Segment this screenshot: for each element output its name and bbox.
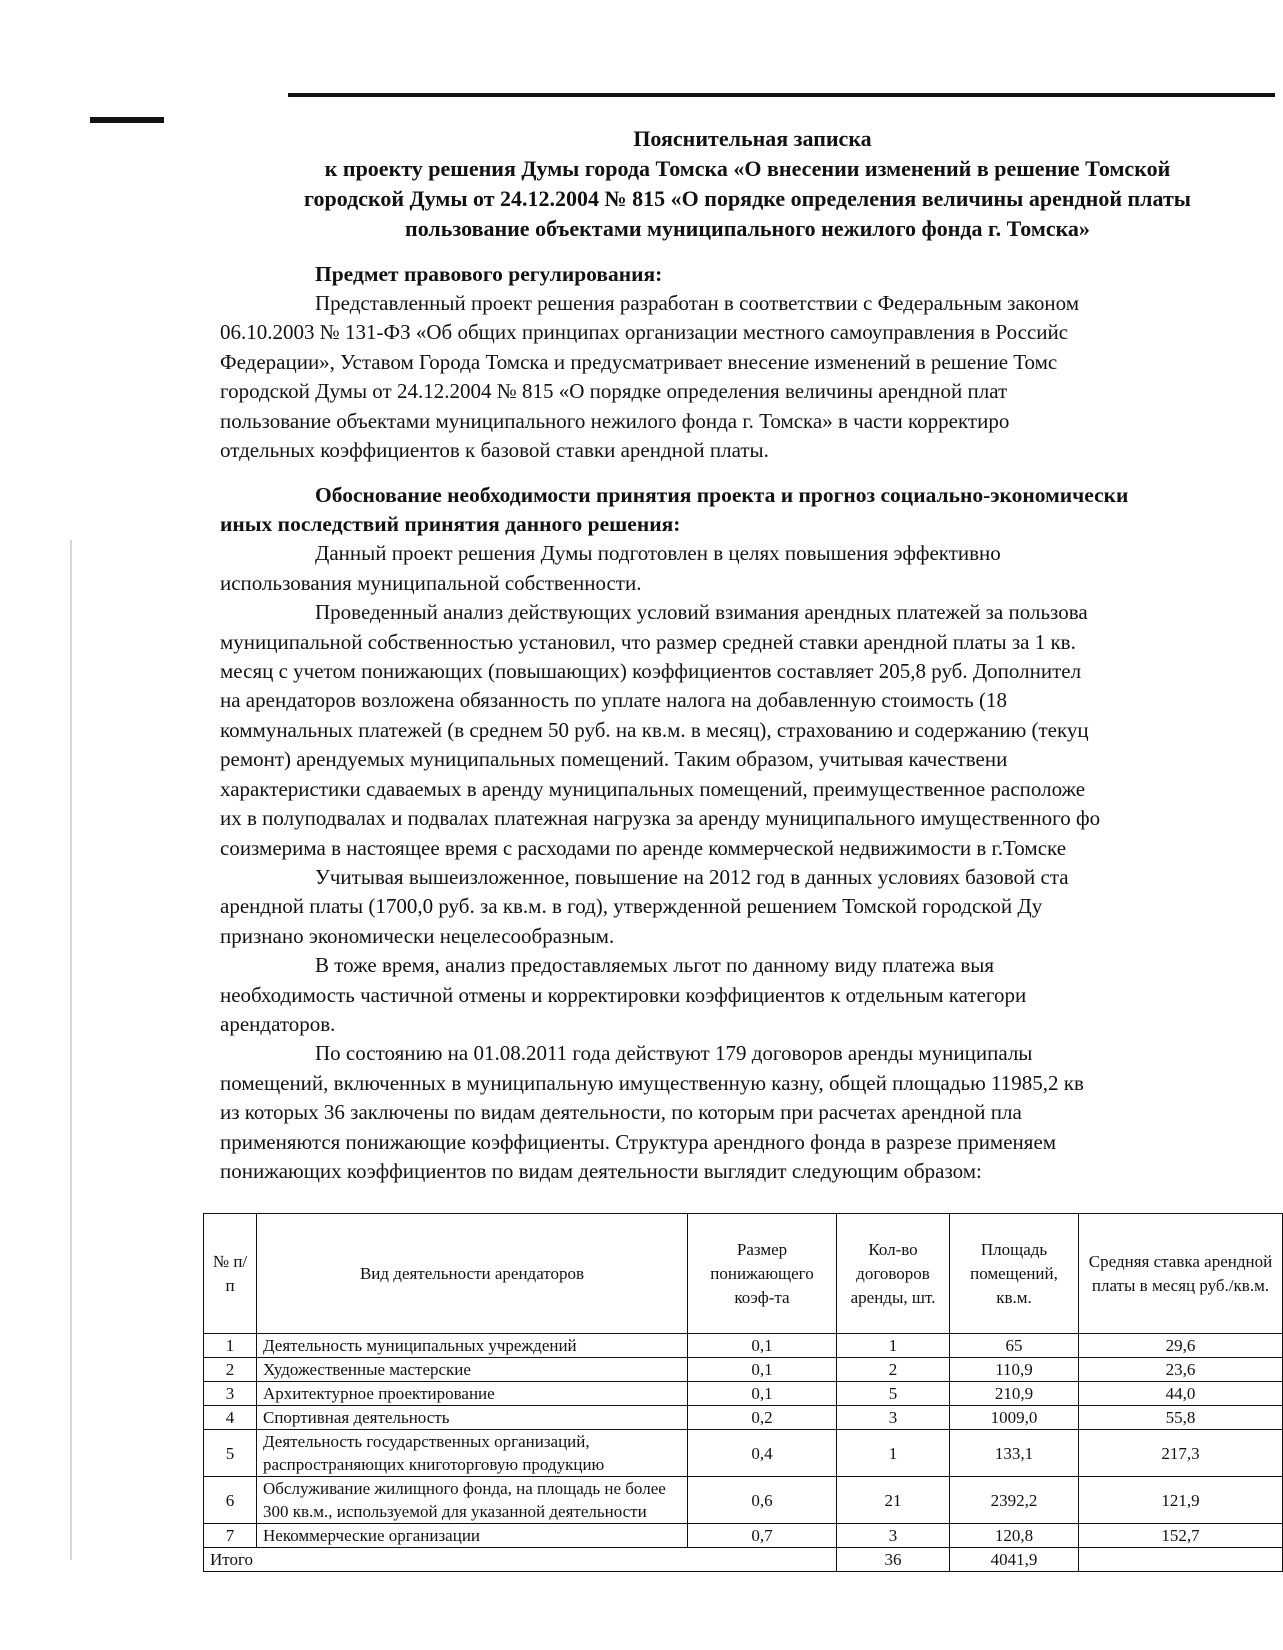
cell-area: 133,1 <box>950 1430 1079 1477</box>
cell-num: 6 <box>204 1477 257 1524</box>
cell-rate: 29,6 <box>1079 1334 1283 1358</box>
text-line: 06.10.2003 № 131-ФЗ «Об общих принципах организации местного самоуправления в Российс <box>220 320 1069 345</box>
table-row <box>204 1406 1283 1430</box>
cell-area: 2392,2 <box>950 1477 1079 1524</box>
text-line: арендной платы (1700,0 руб. за кв.м. в год), утвержденной решением Томской городской Ду <box>220 894 1043 919</box>
title-line: городской Думы от 24.12.2004 № 815 «О порядке определения величины арендной платы <box>304 186 1191 211</box>
col-header-count: Кол-во договоров аренды, шт. <box>837 1214 950 1334</box>
cell-area: 110,9 <box>950 1358 1079 1382</box>
cell-coef: 0,7 <box>688 1524 837 1548</box>
text-line: понижающих коэффициентов по видам деятельности выглядит следующим образом: <box>220 1158 982 1183</box>
total-area: 4041,9 <box>950 1548 1079 1572</box>
scan-left-edge <box>70 540 72 1560</box>
text-line: городской Думы от 24.12.2004 № 815 «О порядке определения величины арендной плат <box>220 379 1008 404</box>
text-line: В тоже время, анализ предоставляемых льгот по данному виду платежа выя <box>315 953 995 978</box>
text-line: отдельных коэффициентов к базовой ставки арендной платы. <box>220 438 769 463</box>
cell-num: 4 <box>204 1406 257 1430</box>
cell-area: 120,8 <box>950 1524 1079 1548</box>
text-line: использования муниципальной собственности. <box>220 570 642 595</box>
cell-area: 210,9 <box>950 1382 1079 1406</box>
text-line: Учитывая вышеизложенное, повышение на 2012 год в данных условиях базовой ста <box>315 864 1069 889</box>
text-line: признано экономически нецелесообразным. <box>220 923 615 948</box>
col-header-area: Площадь помещений, кв.м. <box>950 1214 1079 1334</box>
cell-count: 21 <box>837 1477 950 1524</box>
scan-margin-mark <box>90 117 164 123</box>
table-total-row <box>204 1548 1283 1572</box>
cell-coef: 0,1 <box>688 1382 837 1406</box>
table-row <box>204 1477 1283 1524</box>
cell-num: 2 <box>204 1358 257 1382</box>
lease-table <box>203 1213 1283 1572</box>
cell-rate: 23,6 <box>1079 1358 1283 1382</box>
section-heading: Предмет правового регулирования: <box>315 262 663 286</box>
cell-rate: 44,0 <box>1079 1382 1283 1406</box>
section-heading: иных последствий принятия данного решения: <box>220 512 681 537</box>
total-label: Итого <box>204 1548 837 1572</box>
col-header-rate: Средняя ставка арендной платы в месяц руб./кв.м. <box>1079 1214 1283 1334</box>
cell-rate: 121,9 <box>1079 1477 1283 1524</box>
cell-area: 65 <box>950 1334 1079 1358</box>
text-line: из которых 36 заключены по видам деятельности, по которым при расчетах арендной пла <box>220 1100 1022 1125</box>
cell-activity: Некоммерческие организации <box>257 1524 688 1548</box>
section-heading: Обоснование необходимости принятия проекта и прогноз социально-экономически <box>315 483 1129 508</box>
document-page <box>210 124 1275 1650</box>
text-line: пользование объектами муниципального нежилого фонда г. Томска» в части корректиро <box>220 408 1010 433</box>
table-row <box>204 1430 1283 1477</box>
table-row <box>204 1524 1283 1548</box>
col-header-coef: Размер понижающего коэф-та <box>688 1214 837 1334</box>
text-line: применяются понижающие коэффициенты. Структура арендного фонда в разрезе применяем <box>220 1129 1057 1154</box>
total-count: 36 <box>837 1548 950 1572</box>
cell-activity: Архитектурное проектирование <box>257 1382 688 1406</box>
text-line: муниципальной собственностью установил, что размер средней ставки арендной платы за 1 кв. <box>220 629 1076 654</box>
cell-num: 3 <box>204 1382 257 1406</box>
cell-num: 7 <box>204 1524 257 1548</box>
text-line: ремонт) арендуемых муниципальных помещений. Таким образом, учитывая качествени <box>220 747 1008 772</box>
cell-count: 3 <box>837 1406 950 1430</box>
cell-area: 1009,0 <box>950 1406 1079 1430</box>
text-line: необходимость частичной отмены и корректировки коэффициентов к отдельным категори <box>220 982 1027 1007</box>
cell-count: 1 <box>837 1430 950 1477</box>
cell-count: 1 <box>837 1334 950 1358</box>
cell-activity: Обслуживание жилищного фонда, на площадь не более 300 кв.м., используемой для указанной деятельности <box>257 1477 688 1524</box>
text-line: помещений, включенных в муниципальную имущественную казну, общей площадью 11985,2 кв <box>220 1070 1084 1095</box>
text-line: на арендаторов возложена обязанность по уплате налога на добавленную стоимость (18 <box>220 688 1007 713</box>
cell-num: 5 <box>204 1430 257 1477</box>
cell-count: 5 <box>837 1382 950 1406</box>
title-line: пользование объектами муниципального нежилого фонда г. Томска» <box>405 216 1090 241</box>
cell-coef: 0,1 <box>688 1358 837 1382</box>
text-line: Данный проект решения Думы подготовлен в целях повышения эффективно <box>315 541 1001 566</box>
title-heading: Пояснительная записка <box>633 126 872 151</box>
text-line: характеристики сдаваемых в аренду муниципальных помещений, преимущественное расположе <box>220 776 1086 801</box>
cell-count: 2 <box>837 1358 950 1382</box>
cell-activity: Деятельность государственных организаций, распространяющих книготорговую продукцию <box>257 1430 688 1477</box>
section-body <box>220 539 1275 1186</box>
col-header-activity: Вид деятельности арендаторов <box>257 1214 688 1334</box>
cell-activity: Деятельность муниципальных учреждений <box>257 1334 688 1358</box>
table-row <box>204 1358 1283 1382</box>
cell-activity: Художественные мастерские <box>257 1358 688 1382</box>
cell-rate: 152,7 <box>1079 1524 1283 1548</box>
col-header-num: № п/п <box>204 1214 257 1334</box>
text-line: Представленный проект решения разработан в соответствии с Федеральным законом <box>315 291 1080 315</box>
cell-count: 3 <box>837 1524 950 1548</box>
table-row <box>204 1382 1283 1406</box>
cell-coef: 0,6 <box>688 1477 837 1524</box>
title-line: к проекту решения Думы города Томска «О внесении изменений в решение Томской <box>324 156 1171 181</box>
total-rate <box>1079 1548 1283 1572</box>
cell-rate: 55,8 <box>1079 1406 1283 1430</box>
text-line: Федерации», Уставом Города Томска и предусматривает внесение изменений в решение Томс <box>220 349 1058 374</box>
scan-top-rule <box>288 93 1275 97</box>
cell-coef: 0,1 <box>688 1334 837 1358</box>
text-line: месяц с учетом понижающих (повышающих) коэффициентов составляет 205,8 руб. Дополнител <box>220 659 1082 684</box>
document-title <box>220 124 1275 244</box>
text-line: Проведенный анализ действующих условий взимания арендных платежей за пользова <box>315 600 1088 625</box>
cell-rate: 217,3 <box>1079 1430 1283 1477</box>
text-line: коммунальных платежей (в среднем 50 руб. на кв.м. в месяц), страхованию и содержанию (текуц <box>220 717 1089 742</box>
table-row <box>204 1334 1283 1358</box>
text-line: По состоянию на 01.08.2011 года действуют 179 договоров аренды муниципалы <box>315 1041 1033 1066</box>
cell-coef: 0,4 <box>688 1430 837 1477</box>
cell-num: 1 <box>204 1334 257 1358</box>
text-line: их в полуподвалах и подвалах платежная нагрузка за аренду муниципального имущественного фо <box>220 806 1101 831</box>
cell-coef: 0,2 <box>688 1406 837 1430</box>
text-line: соизмерима в настоящее время с расходами по аренде коммерческой недвижимости в г.Томске <box>220 835 1067 860</box>
section-body <box>220 289 1275 465</box>
text-line: арендаторов. <box>220 1011 336 1036</box>
cell-activity: Спортивная деятельность <box>257 1406 688 1430</box>
